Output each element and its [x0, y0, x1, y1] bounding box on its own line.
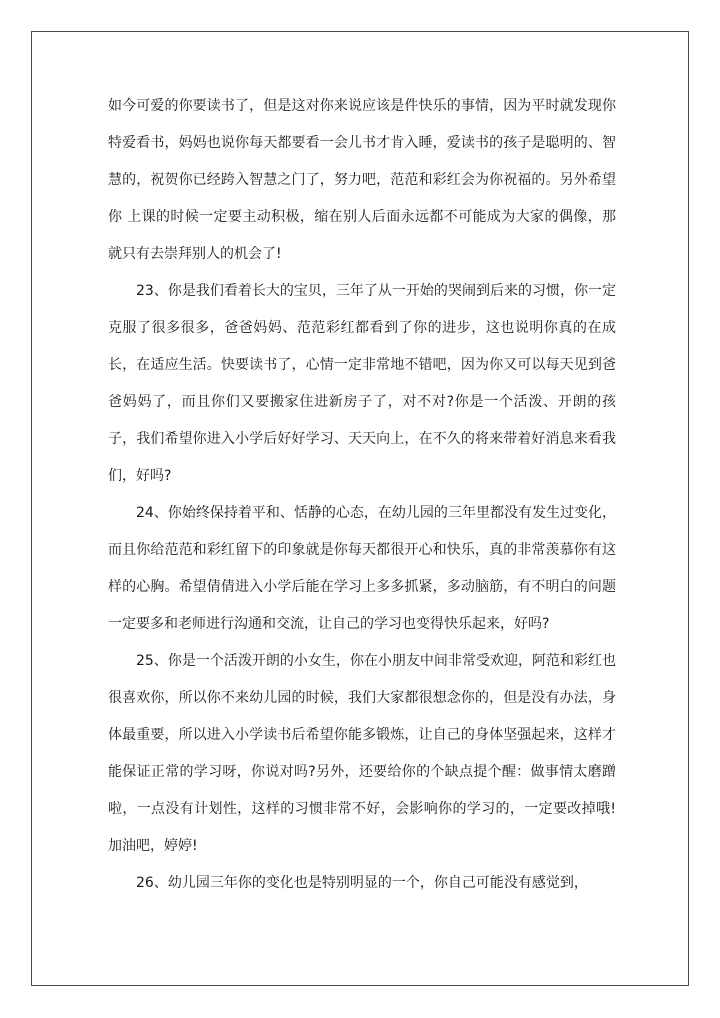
paragraph-26: 26、幼儿园三年你的变化也是特别明显的一个，你自己可能没有感觉到， [136, 875, 588, 891]
paragraph-24: 24、你始终保持着平和、恬静的心态，在幼儿园的三年里都没有发生过变化，而且你给范范和彩红留下的印象就是你每天都很开心和快乐，真的非常羡慕你有这样的心胸。希望倩倩进入小学后能在学习上多多抓紧，多动脑筋，有不明白的问题一定要多和老师进行沟通和交流，让自己的学习也变得快乐起来，好吗? [108, 505, 616, 632]
paragraph-23: 23、你是我们看着长大的宝贝，三年了从一开始的哭闹到后来的习惯，你一定克服了很多很多，爸爸妈妈、范范彩红都看到了你的进步，这也说明你真的在成长，在适应生活。快要读书了，心情一定非常地不错吧，因为你又可以每天见到爸爸妈妈了，而且你们又要搬家住进新房子了，对不对?你是一个活泼、开朗的孩子，我们希望你进入小学后好好学习、天天向上，在不久的将来带着好消息来看我们，好吗? [108, 283, 616, 484]
paragraph-25: 25、你是一个活泼开朗的小女生，你在小朋友中间非常受欢迎，阿范和彩红也很喜欢你，所以你不来幼儿园的时候，我们大家都很想念你的，但是没有办法，身体最重要，所以进入小学读书后希望你能多锻炼，让自己的身体坚强起来，这样才能保证正常的学习呀，你说对吗?另外，还要给你的个缺点提个醒：做事情太磨蹭啦，一点没有计划性，这样的习惯非常不好，会影响你的学习的，一定要改掉哦!加油吧，婷婷! [108, 653, 616, 854]
document-body [108, 88, 616, 902]
paragraph-continued: 如今可爱的你要读书了，但是这对你来说应该是件快乐的事情，因为平时就发现你特爱看书，妈妈也说你每天都要看一会儿书才肯入睡，爱读书的孩子是聪明的、智慧的，祝贺你已经跨入智慧之门了，努力吧，范范和彩红会为你祝福的。另外希望你 上课的时候一定要主动积极，缩在别人后面永远都不可能成为大家的偶像，那就只有去崇拜别人的机会了! [108, 98, 616, 262]
